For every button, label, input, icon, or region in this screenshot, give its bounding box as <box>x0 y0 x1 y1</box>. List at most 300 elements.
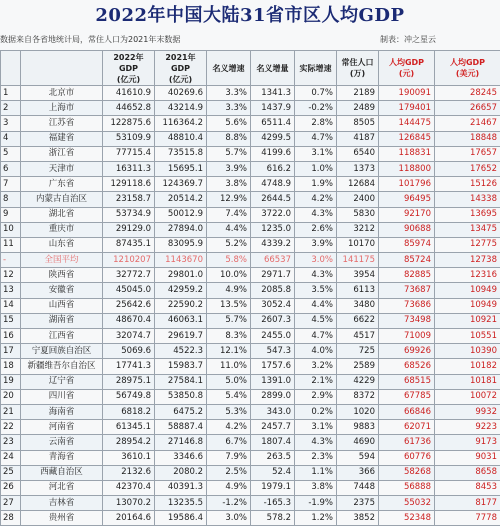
table-row <box>1 329 500 344</box>
rank-cell: 2 <box>1 101 21 116</box>
per-capita-usd-cell: 10921 <box>435 313 500 328</box>
table-row <box>1 207 500 222</box>
per-capita-cny-cell: 90688 <box>379 222 435 237</box>
gdp-2022-cell: 87435.1 <box>103 237 155 252</box>
real-growth-cell: 4.0% <box>295 344 337 359</box>
per-capita-cny-cell: 73687 <box>379 283 435 298</box>
gdp-2021-cell: 124369.7 <box>155 177 207 192</box>
gdp-2021-cell: 29801.0 <box>155 268 207 283</box>
per-capita-usd-cell: 8658 <box>435 465 500 480</box>
population-cell: 3954 <box>337 268 379 283</box>
per-capita-usd-cell: 13475 <box>435 222 500 237</box>
rank-cell: 1 <box>1 86 21 101</box>
per-capita-usd-cell: 10551 <box>435 329 500 344</box>
table-row <box>1 222 500 237</box>
region-cell: 全国平均 <box>21 253 103 268</box>
real-growth-cell: 4.7% <box>295 131 337 146</box>
gdp-2021-cell: 48810.4 <box>155 131 207 146</box>
per-capita-usd-cell: 8453 <box>435 480 500 495</box>
population-cell: 725 <box>337 344 379 359</box>
table-row <box>1 101 500 116</box>
header-cell: 常住人口 (万) <box>337 51 379 86</box>
per-capita-cny-cell: 58268 <box>379 465 435 480</box>
per-capita-cny-cell: 92170 <box>379 207 435 222</box>
gdp-2022-cell: 77715.4 <box>103 146 155 161</box>
gdp-2022-cell: 13070.2 <box>103 496 155 511</box>
region-cell: 西藏自治区 <box>21 465 103 480</box>
per-capita-usd-cell: 14338 <box>435 192 500 207</box>
header-cell: 2021年GDP (亿元) <box>155 51 207 86</box>
per-capita-cny-cell: 73498 <box>379 313 435 328</box>
region-cell: 海南省 <box>21 404 103 419</box>
region-cell: 云南省 <box>21 435 103 450</box>
population-cell: 6540 <box>337 146 379 161</box>
table-row <box>1 161 500 176</box>
per-capita-usd-cell: 7778 <box>435 511 500 526</box>
gdp-2022-cell: 17741.3 <box>103 359 155 374</box>
per-capita-usd-cell: 10182 <box>435 359 500 374</box>
region-cell: 内蒙古自治区 <box>21 192 103 207</box>
nominal-increment-cell: 3052.4 <box>251 298 295 313</box>
nominal-increment-cell: -165.3 <box>251 496 295 511</box>
table-row <box>1 146 500 161</box>
per-capita-cny-cell: 52348 <box>379 511 435 526</box>
nominal-growth-cell: 7.9% <box>207 450 251 465</box>
population-cell: 8372 <box>337 389 379 404</box>
gdp-2022-cell: 48670.4 <box>103 313 155 328</box>
table-row <box>1 389 500 404</box>
gdp-2022-cell: 61345.1 <box>103 420 155 435</box>
per-capita-usd-cell: 12738 <box>435 253 500 268</box>
per-capita-cny-cell: 56888 <box>379 480 435 495</box>
table-header-row <box>1 51 500 86</box>
nominal-increment-cell: 4299.5 <box>251 131 295 146</box>
gdp-2022-cell: 129118.6 <box>103 177 155 192</box>
nominal-increment-cell: 578.2 <box>251 511 295 526</box>
nominal-increment-cell: 4199.6 <box>251 146 295 161</box>
per-capita-usd-cell: 10949 <box>435 298 500 313</box>
region-cell: 贵州省 <box>21 511 103 526</box>
nominal-increment-cell: 2607.3 <box>251 313 295 328</box>
per-capita-usd-cell: 21467 <box>435 116 500 131</box>
gdp-2022-cell: 28954.2 <box>103 435 155 450</box>
nominal-growth-cell: 5.0% <box>207 374 251 389</box>
per-capita-usd-cell: 10072 <box>435 389 500 404</box>
real-growth-cell: 4.5% <box>295 313 337 328</box>
region-cell: 河北省 <box>21 480 103 495</box>
gdp-2022-cell: 56749.8 <box>103 389 155 404</box>
nominal-growth-cell: 5.6% <box>207 116 251 131</box>
table-row <box>1 283 500 298</box>
per-capita-cny-cell: 126845 <box>379 131 435 146</box>
gdp-2022-cell: 2132.6 <box>103 465 155 480</box>
gdp-2021-cell: 22590.2 <box>155 298 207 313</box>
real-growth-cell: -0.2% <box>295 101 337 116</box>
real-growth-cell: 3.8% <box>295 480 337 495</box>
region-cell: 湖南省 <box>21 313 103 328</box>
nominal-growth-cell: 4.9% <box>207 283 251 298</box>
rank-cell: 23 <box>1 435 21 450</box>
rank-cell: 11 <box>1 237 21 252</box>
nominal-increment-cell: 1979.1 <box>251 480 295 495</box>
nominal-increment-cell: 3722.0 <box>251 207 295 222</box>
gdp-2022-cell: 3610.1 <box>103 450 155 465</box>
gdp-2022-cell: 44652.8 <box>103 101 155 116</box>
rank-cell: 22 <box>1 420 21 435</box>
real-growth-cell: 2.6% <box>295 222 337 237</box>
per-capita-cny-cell: 118800 <box>379 161 435 176</box>
region-cell: 新疆维吾尔自治区 <box>21 359 103 374</box>
rank-cell: 27 <box>1 496 21 511</box>
table-row <box>1 313 500 328</box>
nominal-increment-cell: 2457.7 <box>251 420 295 435</box>
population-cell: 3852 <box>337 511 379 526</box>
nominal-growth-cell: 5.4% <box>207 389 251 404</box>
header-cell: 实际增速 <box>295 51 337 86</box>
per-capita-usd-cell: 8177 <box>435 496 500 511</box>
per-capita-cny-cell: 73686 <box>379 298 435 313</box>
nominal-increment-cell: 1757.6 <box>251 359 295 374</box>
gdp-2022-cell: 32074.7 <box>103 329 155 344</box>
nominal-growth-cell: 11.0% <box>207 359 251 374</box>
per-capita-usd-cell: 12316 <box>435 268 500 283</box>
table-row <box>1 420 500 435</box>
gdp-2021-cell: 29619.7 <box>155 329 207 344</box>
gdp-2021-cell: 6475.2 <box>155 404 207 419</box>
nominal-growth-cell: 8.3% <box>207 329 251 344</box>
gdp-2022-cell: 23158.7 <box>103 192 155 207</box>
rank-cell: 17 <box>1 344 21 359</box>
real-growth-cell: 4.3% <box>295 268 337 283</box>
table-row <box>1 450 500 465</box>
national-average-row <box>1 253 500 268</box>
nominal-increment-cell: 2455.0 <box>251 329 295 344</box>
gdp-2021-cell: 42959.2 <box>155 283 207 298</box>
table-row <box>1 177 500 192</box>
nominal-growth-cell: 8.8% <box>207 131 251 146</box>
nominal-growth-cell: 5.7% <box>207 146 251 161</box>
nominal-increment-cell: 2899.0 <box>251 389 295 404</box>
nominal-growth-cell: 12.1% <box>207 344 251 359</box>
nominal-growth-cell: 5.7% <box>207 313 251 328</box>
gdp-2022-cell: 20164.6 <box>103 511 155 526</box>
population-cell: 1373 <box>337 161 379 176</box>
rank-cell: 15 <box>1 313 21 328</box>
nominal-increment-cell: 1807.4 <box>251 435 295 450</box>
rank-cell: 5 <box>1 146 21 161</box>
gdp-2021-cell: 13235.5 <box>155 496 207 511</box>
per-capita-cny-cell: 71009 <box>379 329 435 344</box>
nominal-growth-cell: 2.5% <box>207 465 251 480</box>
gdp-2021-cell: 1143670 <box>155 253 207 268</box>
maker-credit: 制表：冲之星云 <box>380 34 500 48</box>
table-row <box>1 374 500 389</box>
real-growth-cell: 4.3% <box>295 435 337 450</box>
rank-cell: 4 <box>1 131 21 146</box>
nominal-growth-cell: 4.4% <box>207 222 251 237</box>
region-cell: 北京市 <box>21 86 103 101</box>
nominal-increment-cell: 2644.5 <box>251 192 295 207</box>
gdp-2021-cell: 58887.4 <box>155 420 207 435</box>
nominal-increment-cell: 616.2 <box>251 161 295 176</box>
nominal-growth-cell: 4.9% <box>207 480 251 495</box>
nominal-growth-cell: 5.3% <box>207 404 251 419</box>
table-row <box>1 268 500 283</box>
population-cell: 594 <box>337 450 379 465</box>
region-cell: 福建省 <box>21 131 103 146</box>
header-cell <box>21 51 103 86</box>
region-cell: 上海市 <box>21 101 103 116</box>
per-capita-cny-cell: 55032 <box>379 496 435 511</box>
population-cell: 2400 <box>337 192 379 207</box>
rank-cell: 21 <box>1 404 21 419</box>
table-row <box>1 116 500 131</box>
table-row <box>1 298 500 313</box>
rank-cell: 18 <box>1 359 21 374</box>
header-cell: 名义增量 <box>251 51 295 86</box>
gdp-2021-cell: 15983.7 <box>155 359 207 374</box>
table-row <box>1 480 500 495</box>
nominal-increment-cell: 52.4 <box>251 465 295 480</box>
population-cell: 141175 <box>337 253 379 268</box>
gdp-2021-cell: 40269.6 <box>155 86 207 101</box>
gdp-2022-cell: 28975.1 <box>103 374 155 389</box>
real-growth-cell: 1.0% <box>295 161 337 176</box>
population-cell: 2489 <box>337 101 379 116</box>
gdp-2021-cell: 50012.9 <box>155 207 207 222</box>
nominal-increment-cell: 1437.9 <box>251 101 295 116</box>
table-row <box>1 359 500 374</box>
nominal-growth-cell: 12.9% <box>207 192 251 207</box>
rank-cell: 14 <box>1 298 21 313</box>
gdp-2021-cell: 27894.0 <box>155 222 207 237</box>
per-capita-usd-cell: 18848 <box>435 131 500 146</box>
gdp-2021-cell: 4522.3 <box>155 344 207 359</box>
nominal-increment-cell: 2971.7 <box>251 268 295 283</box>
nominal-growth-cell: 3.9% <box>207 161 251 176</box>
per-capita-usd-cell: 28245 <box>435 86 500 101</box>
gdp-2022-cell: 5069.6 <box>103 344 155 359</box>
table-row <box>1 465 500 480</box>
real-growth-cell: 2.3% <box>295 450 337 465</box>
population-cell: 1020 <box>337 404 379 419</box>
real-growth-cell: 1.9% <box>295 177 337 192</box>
table-row <box>1 131 500 146</box>
nominal-increment-cell: 1391.0 <box>251 374 295 389</box>
nominal-increment-cell: 263.5 <box>251 450 295 465</box>
population-cell: 366 <box>337 465 379 480</box>
gdp-2021-cell: 116364.2 <box>155 116 207 131</box>
rank-cell: 16 <box>1 329 21 344</box>
per-capita-usd-cell: 10949 <box>435 283 500 298</box>
region-cell: 河南省 <box>21 420 103 435</box>
region-cell: 安徽省 <box>21 283 103 298</box>
rank-cell: 10 <box>1 222 21 237</box>
real-growth-cell: 1.2% <box>295 511 337 526</box>
per-capita-cny-cell: 68515 <box>379 374 435 389</box>
table-row <box>1 192 500 207</box>
population-cell: 10170 <box>337 237 379 252</box>
population-cell: 3480 <box>337 298 379 313</box>
rank-cell: 26 <box>1 480 21 495</box>
nominal-growth-cell: 7.4% <box>207 207 251 222</box>
gdp-2022-cell: 122875.6 <box>103 116 155 131</box>
population-cell: 6622 <box>337 313 379 328</box>
per-capita-cny-cell: 144475 <box>379 116 435 131</box>
nominal-growth-cell: 10.0% <box>207 268 251 283</box>
region-cell: 辽宁省 <box>21 374 103 389</box>
header-cell <box>1 51 21 86</box>
gdp-2022-cell: 32772.7 <box>103 268 155 283</box>
population-cell: 2375 <box>337 496 379 511</box>
real-growth-cell: 3.1% <box>295 146 337 161</box>
nominal-growth-cell: 13.5% <box>207 298 251 313</box>
region-cell: 浙江省 <box>21 146 103 161</box>
population-cell: 5830 <box>337 207 379 222</box>
rank-cell: 3 <box>1 116 21 131</box>
gdp-2022-cell: 1210207 <box>103 253 155 268</box>
gdp-2021-cell: 46063.1 <box>155 313 207 328</box>
nominal-growth-cell: 5.2% <box>207 237 251 252</box>
region-cell: 宁夏回族自治区 <box>21 344 103 359</box>
population-cell: 4229 <box>337 374 379 389</box>
page-title: 2022年中国大陆31省市区人均GDP <box>0 0 500 32</box>
nominal-growth-cell: -1.2% <box>207 496 251 511</box>
real-growth-cell: 4.7% <box>295 329 337 344</box>
per-capita-usd-cell: 9223 <box>435 420 500 435</box>
gdp-2021-cell: 2080.2 <box>155 465 207 480</box>
rank-cell: 24 <box>1 450 21 465</box>
rank-cell: 20 <box>1 389 21 404</box>
nominal-increment-cell: 2085.8 <box>251 283 295 298</box>
table-row <box>1 404 500 419</box>
nominal-growth-cell: 3.0% <box>207 511 251 526</box>
per-capita-usd-cell: 17652 <box>435 161 500 176</box>
population-cell: 2589 <box>337 359 379 374</box>
per-capita-usd-cell: 10181 <box>435 374 500 389</box>
gdp-2022-cell: 41610.9 <box>103 86 155 101</box>
table-body <box>1 86 500 526</box>
nominal-increment-cell: 4748.9 <box>251 177 295 192</box>
real-growth-cell: -1.9% <box>295 496 337 511</box>
real-growth-cell: 1.1% <box>295 465 337 480</box>
header-cell: 名义增速 <box>207 51 251 86</box>
per-capita-cny-cell: 69926 <box>379 344 435 359</box>
rank-cell: 25 <box>1 465 21 480</box>
real-growth-cell: 3.9% <box>295 237 337 252</box>
real-growth-cell: 2.9% <box>295 389 337 404</box>
gdp-2022-cell: 53734.9 <box>103 207 155 222</box>
population-cell: 4517 <box>337 329 379 344</box>
rank-cell: - <box>1 253 21 268</box>
rank-cell: 19 <box>1 374 21 389</box>
per-capita-cny-cell: 82885 <box>379 268 435 283</box>
nominal-growth-cell: 3.8% <box>207 177 251 192</box>
real-growth-cell: 2.1% <box>295 374 337 389</box>
gdp-2022-cell: 45045.0 <box>103 283 155 298</box>
per-capita-usd-cell: 12775 <box>435 237 500 252</box>
region-cell: 山西省 <box>21 298 103 313</box>
gdp-table <box>0 50 500 526</box>
real-growth-cell: 3.2% <box>295 359 337 374</box>
per-capita-usd-cell: 17657 <box>435 146 500 161</box>
population-cell: 6113 <box>337 283 379 298</box>
per-capita-usd-cell: 26657 <box>435 101 500 116</box>
table-row <box>1 237 500 252</box>
nominal-increment-cell: 4339.2 <box>251 237 295 252</box>
population-cell: 7448 <box>337 480 379 495</box>
nominal-increment-cell: 1235.0 <box>251 222 295 237</box>
per-capita-usd-cell: 9932 <box>435 404 500 419</box>
per-capita-cny-cell: 101796 <box>379 177 435 192</box>
per-capita-cny-cell: 179401 <box>379 101 435 116</box>
nominal-growth-cell: 4.2% <box>207 420 251 435</box>
gdp-2021-cell: 15695.1 <box>155 161 207 176</box>
region-cell: 天津市 <box>21 161 103 176</box>
population-cell: 12684 <box>337 177 379 192</box>
gdp-2021-cell: 40391.3 <box>155 480 207 495</box>
region-cell: 重庆市 <box>21 222 103 237</box>
region-cell: 湖北省 <box>21 207 103 222</box>
table-row <box>1 344 500 359</box>
region-cell: 山东省 <box>21 237 103 252</box>
header-cell: 人均GDP (元) <box>379 51 435 86</box>
nominal-increment-cell: 6511.4 <box>251 116 295 131</box>
rank-cell: 8 <box>1 192 21 207</box>
region-cell: 江西省 <box>21 329 103 344</box>
gdp-2022-cell: 25642.6 <box>103 298 155 313</box>
per-capita-usd-cell: 9031 <box>435 450 500 465</box>
gdp-2021-cell: 53850.8 <box>155 389 207 404</box>
per-capita-usd-cell: 10390 <box>435 344 500 359</box>
rank-cell: 12 <box>1 268 21 283</box>
real-growth-cell: 3.1% <box>295 420 337 435</box>
population-cell: 8505 <box>337 116 379 131</box>
per-capita-cny-cell: 96495 <box>379 192 435 207</box>
per-capita-cny-cell: 85724 <box>379 253 435 268</box>
gdp-2021-cell: 27146.8 <box>155 435 207 450</box>
region-cell: 陕西省 <box>21 268 103 283</box>
nominal-increment-cell: 547.3 <box>251 344 295 359</box>
per-capita-cny-cell: 190091 <box>379 86 435 101</box>
gdp-2022-cell: 42370.4 <box>103 480 155 495</box>
gdp-2021-cell: 27584.1 <box>155 374 207 389</box>
population-cell: 9883 <box>337 420 379 435</box>
population-cell: 4187 <box>337 131 379 146</box>
per-capita-usd-cell: 13695 <box>435 207 500 222</box>
region-cell: 吉林省 <box>21 496 103 511</box>
table-row <box>1 511 500 526</box>
real-growth-cell: 3.0% <box>295 253 337 268</box>
table-row <box>1 496 500 511</box>
header-cell: 2022年GDP (亿元) <box>103 51 155 86</box>
population-cell: 3212 <box>337 222 379 237</box>
gdp-2021-cell: 43214.9 <box>155 101 207 116</box>
gdp-2022-cell: 53109.9 <box>103 131 155 146</box>
rank-cell: 28 <box>1 511 21 526</box>
per-capita-cny-cell: 60776 <box>379 450 435 465</box>
per-capita-cny-cell: 61736 <box>379 435 435 450</box>
nominal-growth-cell: 6.7% <box>207 435 251 450</box>
gdp-2022-cell: 29129.0 <box>103 222 155 237</box>
source-note: 数据来自各省地统计局，常住人口为2021年末数据 <box>0 34 330 48</box>
nominal-growth-cell: 3.3% <box>207 86 251 101</box>
rank-cell: 7 <box>1 177 21 192</box>
rank-cell: 6 <box>1 161 21 176</box>
real-growth-cell: 4.4% <box>295 298 337 313</box>
table-row <box>1 435 500 450</box>
gdp-2021-cell: 19586.4 <box>155 511 207 526</box>
